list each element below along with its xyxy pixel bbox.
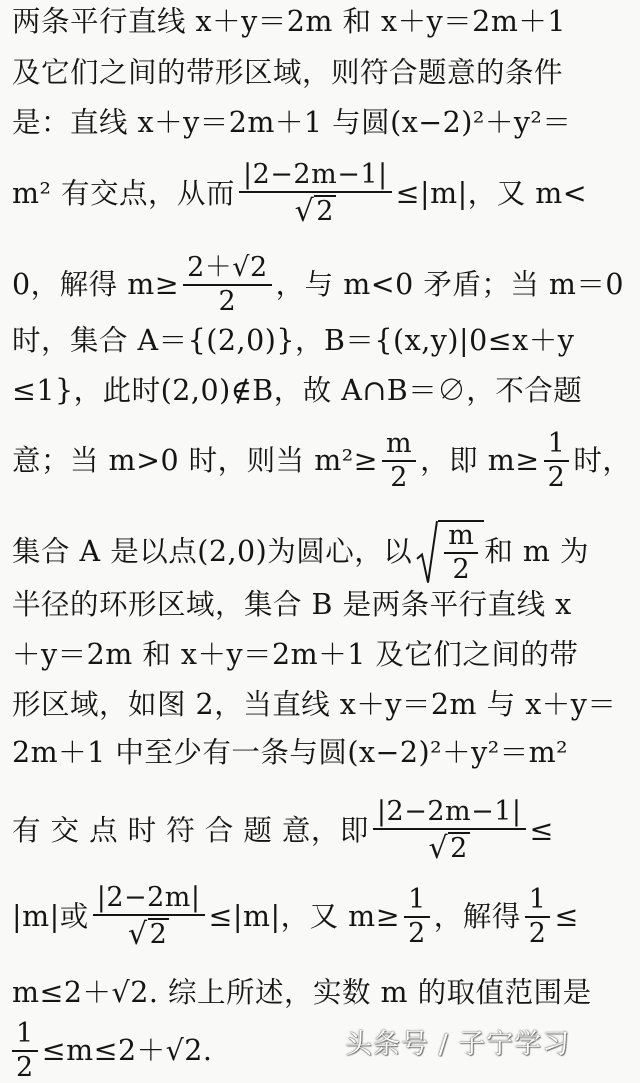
sqrt [127, 917, 169, 953]
fraction-numerator: |2−2m−1| [373, 798, 526, 830]
text-segment: ≤1}，此时(2,0)∉B，故 A∩B＝∅，不合题 [12, 374, 583, 407]
fraction [382, 430, 416, 493]
text-segment: 及它们之间的带形区域，则符合题意的条件 [12, 56, 564, 89]
fraction [12, 1020, 38, 1083]
radicand: 2 [149, 919, 168, 951]
radical-sign [416, 520, 438, 585]
fraction-numerator: 1 [404, 886, 430, 918]
text-line-16 [12, 974, 628, 1012]
text-segment: 时， [573, 444, 632, 478]
text-line-8 [12, 428, 632, 494]
text-segment: ≤|m|，又 m≥ [208, 900, 401, 934]
fraction-numerator: 1 [525, 886, 551, 918]
radicand: 2 [316, 196, 334, 228]
text-segment: 集合 A 是以点(2,0)为圆心，以 [12, 535, 413, 569]
text-line-12 [12, 686, 628, 724]
text-segment: ＋y＝2m 和 x＋y＝2m＋1 及它们之间的带 [12, 638, 579, 671]
fraction [239, 159, 392, 230]
fraction-numerator: m [444, 522, 478, 554]
fraction-denominator: 2 [528, 918, 547, 950]
text-segment: |m|或 [12, 900, 89, 934]
text-segment: 是：直线 x＋y＝2m＋1 与圆(x−2)²＋y²＝ [12, 106, 572, 139]
fraction-numerator: m [382, 430, 416, 462]
text-line-7 [12, 372, 628, 410]
text-line-10 [12, 586, 628, 624]
fraction [93, 882, 205, 953]
text-segment: ≤ [529, 814, 554, 848]
fraction [373, 796, 526, 867]
text-segment: ≤ [554, 900, 579, 934]
text-segment: ≤m≤2＋√2. [41, 1034, 213, 1068]
text-line-6 [12, 322, 628, 360]
text-line-5 [12, 254, 628, 317]
watermark: 头条号 / 子宁学习 [345, 1029, 571, 1060]
fraction [544, 430, 570, 493]
text-line-1 [12, 3, 628, 41]
radical-sign: √ [294, 194, 315, 230]
sqrt [294, 194, 336, 230]
fraction-numerator: |2−2m| [93, 884, 205, 916]
text-line-4 [12, 159, 628, 230]
text-segment: 半径的环形区域，集合 B 是两条平行直线 x [12, 588, 572, 621]
text-segment: 意；当 m>0 时，则当 m²≥ [12, 444, 379, 478]
fraction-denominator [428, 830, 470, 867]
text-segment: 两条平行直线 x＋y＝2m 和 x＋y＝2m＋1 [12, 5, 566, 38]
fraction-denominator: 2 [16, 1052, 34, 1083]
text-segment: ≤|m|，又 m< [395, 177, 588, 211]
text-segment: m² 有交点，从而 [12, 177, 236, 211]
text-line-9 [12, 520, 628, 585]
text-segment: 形区域，如图 2，当直线 x＋y＝2m 与 x＋y＝ [12, 688, 617, 721]
text-segment: 有 交 点 时 符 合 题 意，即 [12, 814, 369, 848]
text-segment: 2m＋1 中至少有一条与圆(x−2)²＋y²＝m² [12, 736, 569, 769]
text-line-15 [12, 882, 628, 953]
text-segment: 和 m 为 [484, 535, 590, 569]
text-line-14 [12, 796, 628, 867]
radical-sign: √ [127, 917, 148, 953]
fraction-numerator: 1 [12, 1020, 38, 1052]
fraction-numerator: 2＋√2 [183, 254, 272, 286]
text-line-3 [12, 104, 628, 142]
text-segment: ，即 m≥ [420, 444, 540, 478]
fraction-denominator: 2 [390, 462, 408, 494]
fraction-denominator [127, 916, 169, 953]
fraction-numerator: 1 [544, 430, 570, 462]
text-segment: ，解得 [433, 900, 521, 934]
text-line-11 [12, 636, 628, 674]
text-segment: m≤2＋√2. 综上所述，实数 m 的取值范围是 [12, 976, 592, 1009]
fraction [404, 883, 430, 950]
text-segment: ，与 m<0 矛盾；当 m＝0 [275, 268, 625, 302]
fraction [444, 522, 478, 585]
text-line-13 [12, 734, 628, 772]
fraction-denominator [294, 193, 336, 230]
fraction [525, 883, 551, 950]
radicand: 2 [450, 833, 468, 865]
text-segment: 0，解得 m≥ [12, 268, 180, 302]
radical-sign: √ [428, 831, 449, 867]
text-line-2 [12, 54, 628, 92]
text-segment: 时，集合 A＝{(2,0)}，B＝{(x,y)|0≤x＋y [12, 324, 575, 357]
sqrt [416, 520, 484, 585]
fraction [183, 254, 272, 317]
fraction-denominator: 2 [218, 286, 237, 318]
fraction-numerator: |2−2m−1| [239, 161, 392, 193]
sqrt [428, 831, 470, 867]
fraction-denominator: 2 [408, 918, 426, 950]
fraction-denominator: 2 [452, 554, 471, 586]
radicand [438, 520, 484, 585]
fraction-denominator: 2 [547, 462, 566, 494]
